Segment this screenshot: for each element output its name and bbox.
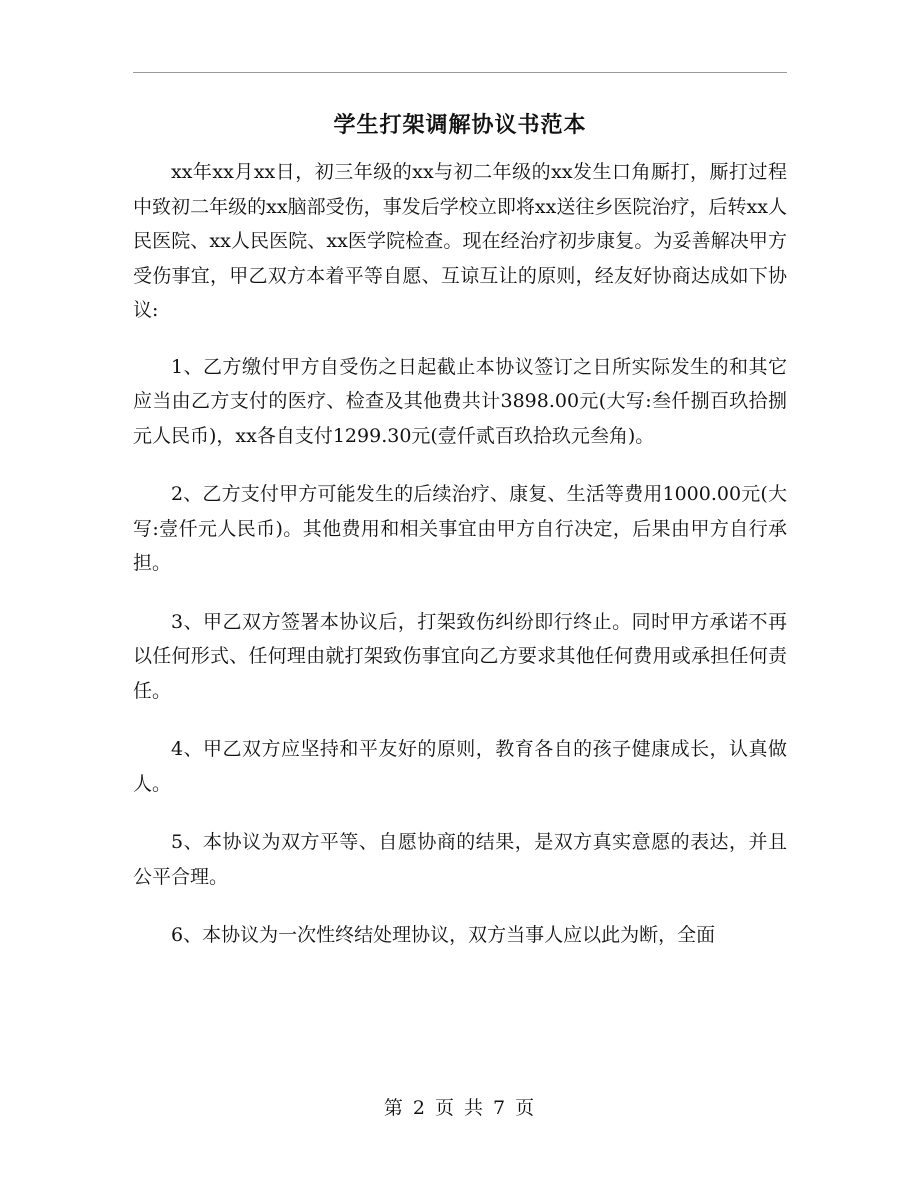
paragraph-clause-3: 3、甲乙双方签署本协议后，打架致伤纠纷即行终止。同时甲方承诺不再以任何形式、任何理由就打架致伤事宜向乙方要求其他任何费用或承担任何责任。 [133, 610, 787, 702]
page-number-footer: 第 2 页 共 7 页 [383, 1097, 537, 1119]
paragraph-clause-5: 5、本协议为双方平等、自愿协商的结果，是双方真实意愿的表达，并且公平合理。 [133, 831, 787, 888]
header-divider [133, 72, 787, 73]
paragraph-clause-1: 1、乙方缴付甲方自受伤之日起截止本协议签订之日所实际发生的和其它应当由乙方支付的医疗、检查及其他费共计3898.00元(大写:叁仟捌百玖拾捌元人民币)，xx各自支付1299.30元(壹仟贰百玖拾玖元叁角)。 [133, 355, 787, 447]
document-body [133, 155, 787, 977]
paragraph-intro: xx年xx月xx日，初三年级的xx与初二年级的xx发生口角厮打，厮打过程中致初二年级的xx脑部受伤，事发后学校立即将xx送往乡医院治疗，后转xx人民医院、xx人民医院、xx医学院检查。现在经治疗初步康复。为妥善解决甲方受伤事宜，甲乙双方本着平等自愿、互谅互让的原则，经友好协商达成如下协议: [133, 161, 787, 321]
document-title: 学生打架调解协议书范本 [333, 113, 587, 138]
paragraph-clause-2: 2、乙方支付甲方可能发生的后续治疗、康复、生活等费用1000.00元(大写:壹仟元人民币)。其他费用和相关事宜由甲方自行决定，后果由甲方自行承担。 [133, 483, 787, 574]
paragraph-clause-6: 6、本协议为一次性终结处理协议，双方当事人应以此为断，全面 [171, 924, 716, 946]
paragraph-clause-4: 4、甲乙双方应坚持和平友好的原则，教育各自的孩子健康成长，认真做人。 [133, 738, 787, 795]
